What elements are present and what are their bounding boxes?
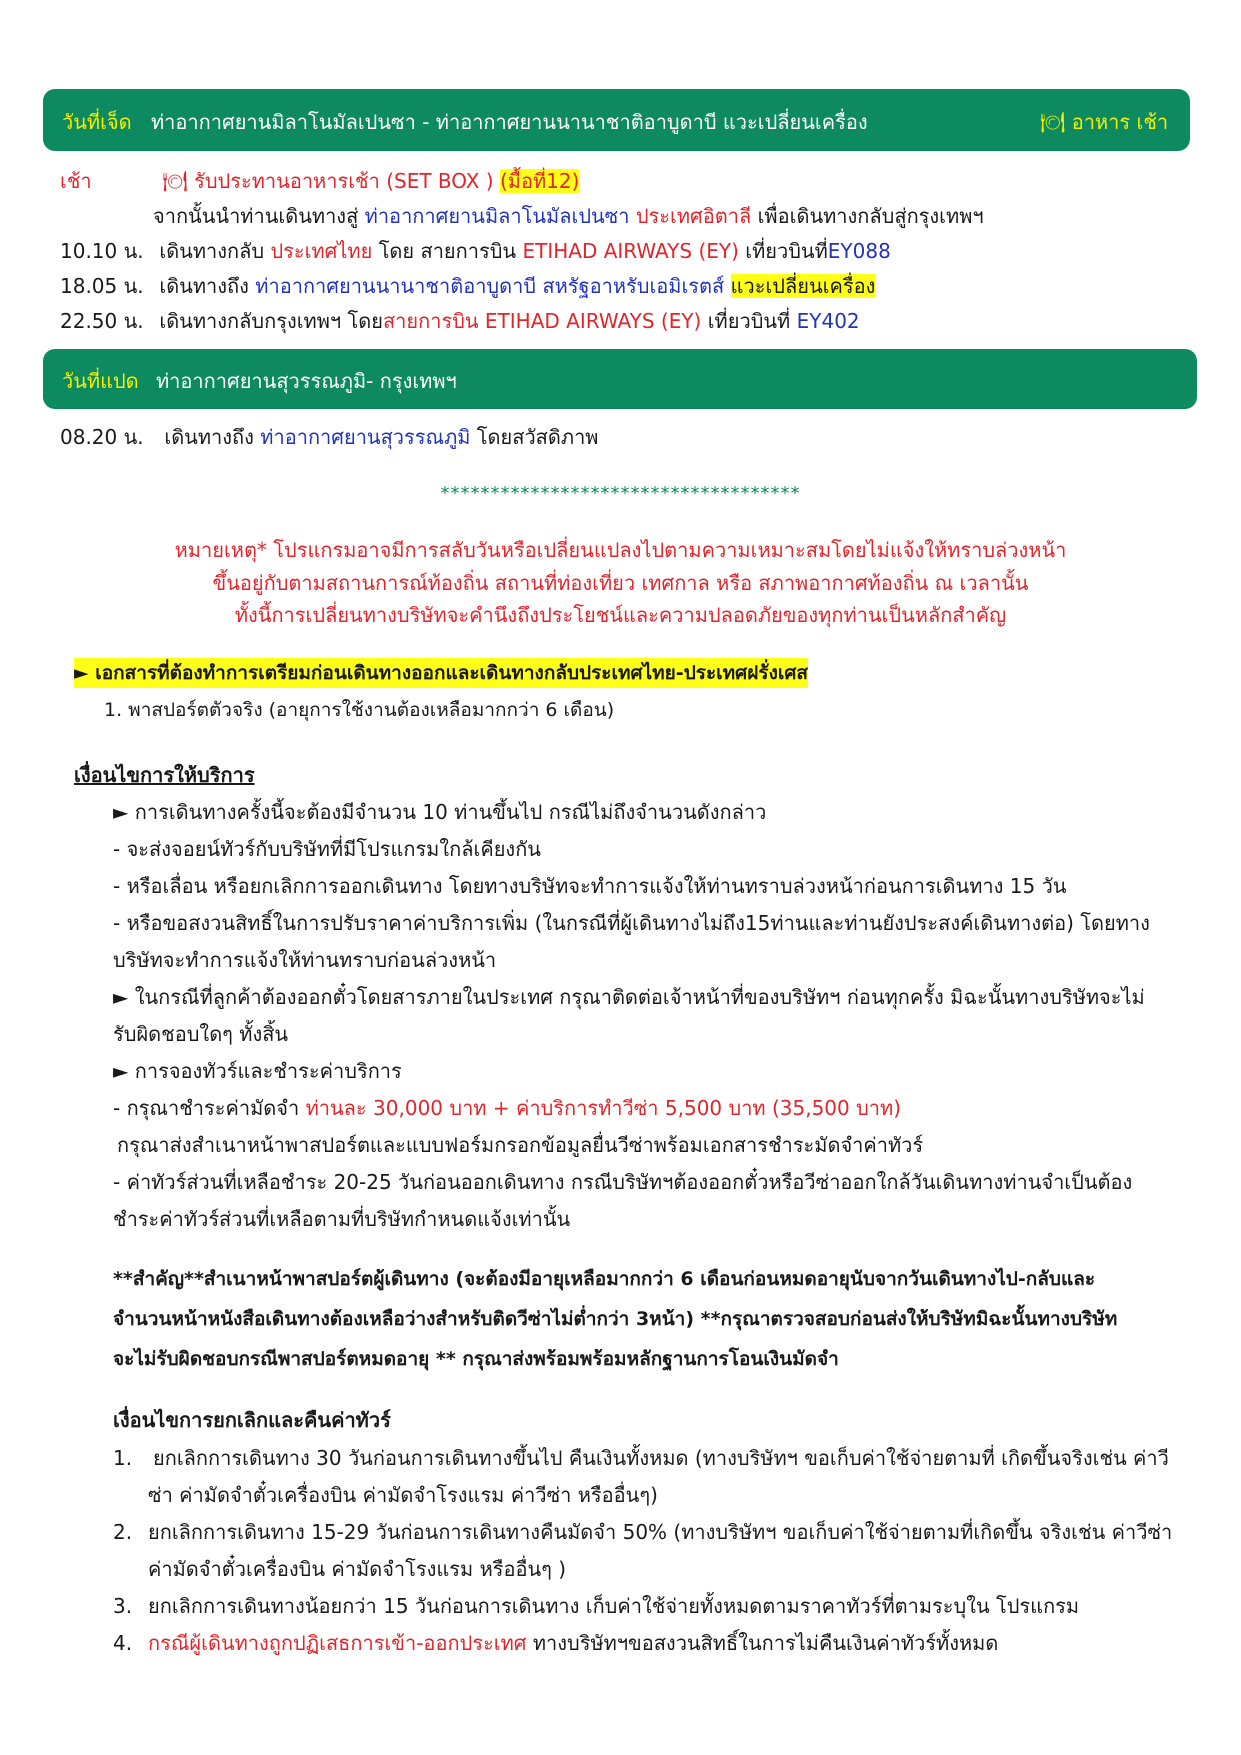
row-text: โดยสวัสดิภาพ — [476, 425, 599, 449]
meal-number: (มื้อที่12) — [499, 169, 580, 193]
airport-name: ท่าอากาศยานมิลาโนมัลเปนซา — [364, 204, 630, 228]
time-label: เช้า — [60, 169, 92, 193]
row-text: เดินทางกลับ — [159, 239, 265, 263]
day7-route: ท่าอากาศยานมิลาโนมัลเปนซา - ท่าอากาศยานนานาชาติอาบูดาบี แวะเปลี่ยนเครื่อง — [151, 110, 868, 134]
condition-line: - หรือเลื่อน หรือยกเลิกการออกเดินทาง โดยทางบริษัทจะทำการแจ้งให้ท่านทราบล่วงหน้าก่อนการเดินทาง 15 วัน — [113, 874, 1067, 898]
airline-name: ETIHAD AIRWAYS (EY) — [522, 239, 739, 263]
cancel-item-2: ยกเลิกการเดินทาง 15-29 วันก่อนการเดินทางคืนมัดจำ 50% (ทางบริษัทฯ ขอเก็บค่าใช้จ่ายตามที่เกิดขึ้น จริงเช่น ค่าวีซ่า — [148, 1520, 1173, 1544]
flight-label: เที่ยวบินที่ — [745, 239, 828, 263]
day8-header-bar — [43, 349, 1197, 409]
cancel-number: 4. — [113, 1631, 133, 1655]
remark-line-2: ขึ้นอยู่กับตามสถานการณ์ท้องถิ่น สถานที่ท่องเที่ยว เทศกาล หรือ สภาพอากาศท้องถิ่น ณ เวลานั้น — [212, 571, 1029, 595]
condition-line: ► การจองทัวร์และชำระค่าบริการ — [113, 1059, 402, 1083]
row-text: เดินทางถึง — [164, 425, 254, 449]
meal-icon: 🍽 — [162, 169, 188, 193]
condition-line: - หรือขอสงวนสิทธิ์ในการปรับราคาค่าบริการเพิ่ม (ในกรณีที่ผู้เดินทางไม่ถึง15ท่านและท่านยังประสงค์เดินทางต่อ) โดยทาง — [113, 911, 1150, 935]
important-line: จะไม่รับผิดชอบกรณีพาสปอร์ตหมดอายุ ** กรุณาส่งพร้อมพร้อมหลักฐานการโอนเงินมัดจำ — [113, 1348, 839, 1370]
time-label: 22.50 น. — [60, 309, 144, 333]
day7-row-return — [60, 306, 860, 336]
day7-meal — [1040, 106, 1168, 138]
cancel-item-1-cont: ซ่า ค่ามัดจำตั๋วเครื่องบิน ค่ามัดจำโรงแรม ค่าวีซ่า หรืออื่นๆ) — [148, 1483, 658, 1507]
time-label: 10.10 น. — [60, 239, 144, 263]
condition-line: ► การเดินทางครั้งนี้จะต้องมีจำนวน 10 ท่านขึ้นไป กรณีไม่ถึงจำนวนดังกล่าว — [113, 800, 767, 824]
day8-label: วันที่แปด — [62, 369, 139, 393]
condition-text: - กรุณาชำระค่ามัดจำ — [113, 1096, 300, 1120]
condition-deposit-line — [113, 1093, 901, 1123]
cancel-number: 3. — [113, 1594, 133, 1618]
condition-line: ชำระค่าทัวร์ส่วนที่เหลือตามที่บริษัทกำหนดแจ้งเท่านั้น — [113, 1207, 571, 1231]
condition-line: รับผิดชอบใดๆ ทั้งสิ้น — [113, 1022, 289, 1046]
meal-icon: 🍽 — [1040, 110, 1066, 134]
day7-row-departure — [60, 236, 891, 266]
country-name: ประเทศอิตาลี — [635, 204, 752, 228]
day8-row-arrival — [60, 422, 598, 452]
cancel-number: 1. — [113, 1446, 133, 1470]
flight-number: EY402 — [796, 309, 860, 333]
cancel-item-4 — [148, 1628, 998, 1658]
day7-header-bar — [43, 89, 1190, 151]
airline-name: สายการบิน ETIHAD AIRWAYS (EY) — [382, 309, 702, 333]
conditions-heading: เงื่อนไขการให้บริการ — [74, 763, 255, 787]
day7-row-breakfast — [60, 166, 579, 196]
condition-line: ► ในกรณีที่ลูกค้าต้องออกตั๋วโดยสารภายในประเทศ กรุณาติดต่อเจ้าหน้าที่ของบริษัทฯ ก่อนทุกครั้ง มิฉะนั้นทางบริษัทจะไม่ — [113, 985, 1145, 1009]
day7-meal-text: อาหาร เช้า — [1071, 110, 1169, 134]
remark-line-1: หมายเหตุ* โปรแกรมอาจมีการสลับวันหรือเปลี่ยนแปลงไปตามความเหมาะสมโดยไม่แจ้งให้ทราบล่วงหน้า — [174, 538, 1067, 562]
row-text: เดินทางกลับกรุงเทพฯ โดย — [159, 309, 383, 333]
cancel-item-4-red: กรณีผู้เดินทางถูกปฏิเสธการเข้า-ออกประเทศ — [148, 1631, 527, 1655]
cancel-number: 2. — [113, 1520, 133, 1544]
day8-route: ท่าอากาศยานสุวรรณภูมิ- กรุงเทพฯ — [156, 369, 457, 393]
airport-name: ท่าอากาศยานนานาชาติอาบูดาบี — [255, 274, 537, 298]
cancel-item-3: ยกเลิกการเดินทางน้อยกว่า 15 วันก่อนการเดินทาง เก็บค่าใช้จ่ายทั้งหมดตามราคาทัวร์ที่ตามระบุใน โปรแกรม — [148, 1594, 1080, 1618]
cancel-item-2-cont: ค่ามัดจำตั๋วเครื่องบิน ค่ามัดจำโรงแรม หรืออื่นๆ ) — [148, 1557, 567, 1581]
day7-row-arrival — [60, 271, 875, 301]
flight-label: เที่ยวบินที่ — [707, 309, 791, 333]
row-text: จากนั้นนำท่านเดินทางสู่ — [153, 204, 359, 228]
country-name: ประเทศไทย — [270, 239, 373, 263]
documents-heading: ► เอกสารที่ต้องทำการเตรียมก่อนเดินทางออกและเดินทางกลับประเทศไทย-ประเทศฝรั่งเศส — [74, 658, 808, 688]
day7-label: วันที่เจ็ด — [62, 110, 132, 134]
row-text: เดินทางถึง — [159, 274, 249, 298]
important-line: จำนวนหน้าหนังสือเดินทางต้องเหลือว่างสำหรับติดวีซ่าไม่ต่ำกว่า 3หน้า) **กรุณาตรวจสอบก่อนส่งให้บริษัทมิฉะนั้นทางบริษัท — [113, 1308, 1118, 1330]
row-text: เพื่อเดินทางกลับสู่กรุงเทพฯ — [757, 204, 984, 228]
airport-name: ท่าอากาศยานสุวรรณภูมิ — [260, 425, 471, 449]
time-label: 18.05 น. — [60, 274, 144, 298]
divider-stars: ************************************ — [440, 483, 801, 504]
day7-row-transfer — [153, 201, 984, 231]
breakfast-text: รับประทานอาหารเช้า (SET BOX ) — [194, 169, 494, 193]
documents-item-1: 1. พาสปอร์ตตัวจริง (อายุการใช้งานต้องเหลือมากกว่า 6 เดือน) — [104, 699, 615, 721]
deposit-amount: ท่านละ 30,000 บาท + ค่าบริการทำวีซ่า 5,500 บาท (35,500 บาท) — [305, 1096, 902, 1120]
condition-line: - จะส่งจอยน์ทัวร์กับบริษัทที่มีโปรแกรมใกล้เคียงกัน — [113, 837, 541, 861]
row-text: โดย สายการบิน — [378, 239, 517, 263]
transfer-badge: แวะเปลี่ยนเครื่อง — [730, 274, 876, 298]
country-name: สหรัฐอาหรับเอมิเรตส์ — [542, 274, 725, 298]
condition-line: บริษัทจะทำการแจ้งให้ท่านทราบก่อนล่วงหน้า — [113, 948, 497, 972]
condition-line: - ค่าทัวร์ส่วนที่เหลือชำระ 20-25 วันก่อนออกเดินทาง กรณีบริษัทฯต้องออกตั๋วหรือวีซ่าออกใกล้วันเดินทางท่านจำเป็นต้อง — [113, 1170, 1133, 1194]
time-label: 08.20 น. — [60, 425, 144, 449]
flight-number: EY088 — [827, 239, 891, 263]
remark-line-3: ทั้งนี้การเปลี่ยนทางบริษัทจะคำนึงถึงประโยชน์และความปลอดภัยของทุกท่านเป็นหลักสำคัญ — [234, 603, 1007, 627]
important-line: **สำคัญ**สำเนาหน้าพาสปอร์ตผู้เดินทาง (จะต้องมีอายุเหลือมากกว่า 6 เดือนก่อนหมดอายุนับจากวันเดินทางไป-กลับและ — [113, 1268, 1096, 1290]
cancel-heading: เงื่อนไขการยกเลิกและคืนค่าทัวร์ — [113, 1408, 391, 1432]
cancel-item-4-text: ทางบริษัทฯขอสงวนสิทธิ์ในการไม่คืนเงินค่าทัวร์ทั้งหมด — [532, 1631, 999, 1655]
condition-line: กรุณาส่งสำเนาหน้าพาสปอร์ตและแบบฟอร์มกรอกข้อมูลยื่นวีซ่าพร้อมเอกสารชำระมัดจำค่าทัวร์ — [117, 1133, 924, 1157]
cancel-item-1: ยกเลิกการเดินทาง 30 วันก่อนการเดินทางขึ้นไป คืนเงินทั้งหมด (ทางบริษัทฯ ขอเก็บค่าใช้จ่ายตามที่ เกิดขึ้นจริงเช่น ค่าวี — [153, 1446, 1169, 1470]
